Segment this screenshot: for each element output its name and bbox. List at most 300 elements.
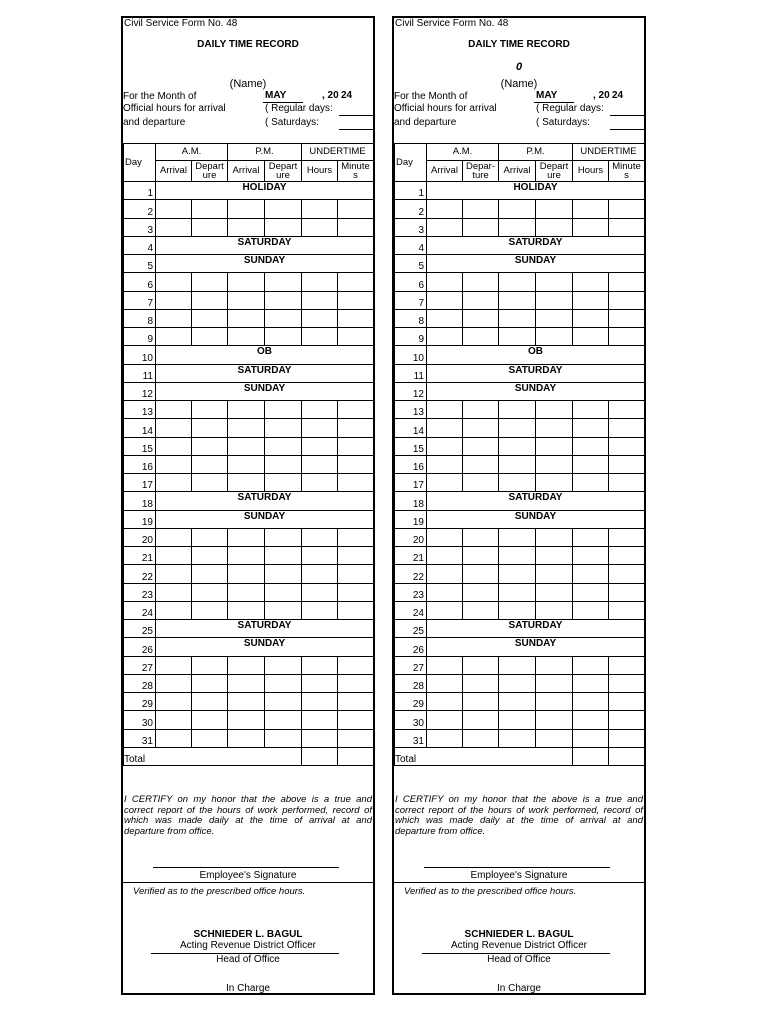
time-cell[interactable] — [192, 601, 228, 619]
time-cell[interactable] — [302, 674, 338, 692]
total-minutes-cell[interactable] — [609, 747, 645, 765]
time-cell[interactable] — [338, 401, 374, 419]
time-cell[interactable] — [338, 583, 374, 601]
time-cell[interactable] — [499, 547, 536, 565]
time-cell[interactable] — [228, 200, 265, 218]
time-cell[interactable] — [536, 656, 573, 674]
time-cell[interactable] — [265, 674, 302, 692]
time-cell[interactable] — [265, 328, 302, 346]
time-cell[interactable] — [573, 656, 609, 674]
time-cell[interactable] — [609, 273, 645, 291]
time-cell[interactable] — [463, 401, 499, 419]
day-note: SATURDAY — [427, 492, 645, 510]
verified-text: Verified as to the prescribed office hours. — [133, 886, 306, 897]
time-cell[interactable] — [265, 401, 302, 419]
time-cell[interactable] — [192, 711, 228, 729]
time-cell[interactable] — [192, 218, 228, 236]
time-cell[interactable] — [499, 328, 536, 346]
time-cell[interactable] — [192, 200, 228, 218]
day-row — [124, 729, 374, 747]
time-cell[interactable] — [192, 565, 228, 583]
day-row — [124, 382, 374, 400]
year-value: 24 — [612, 90, 624, 101]
time-cell[interactable] — [573, 273, 609, 291]
time-cell[interactable] — [228, 693, 265, 711]
time-cell[interactable] — [609, 674, 645, 692]
time-cell[interactable] — [463, 273, 499, 291]
time-cell[interactable] — [228, 601, 265, 619]
time-cell[interactable] — [228, 401, 265, 419]
time-cell[interactable] — [463, 218, 499, 236]
time-cell[interactable] — [338, 455, 374, 473]
time-cell[interactable] — [265, 528, 302, 546]
time-cell[interactable] — [609, 547, 645, 565]
day-number: 8 — [395, 309, 427, 327]
time-cell[interactable] — [609, 309, 645, 327]
time-cell[interactable] — [156, 583, 192, 601]
time-cell[interactable] — [156, 474, 192, 492]
time-cell[interactable] — [427, 565, 463, 583]
time-cell[interactable] — [302, 291, 338, 309]
time-cell[interactable] — [156, 200, 192, 218]
time-cell[interactable] — [156, 291, 192, 309]
time-cell[interactable] — [265, 474, 302, 492]
pm-arrival-header: Arrival — [228, 161, 265, 182]
time-cell[interactable] — [463, 656, 499, 674]
day-number: 19 — [395, 510, 427, 528]
time-cell[interactable] — [609, 693, 645, 711]
dtr-card-left — [121, 16, 375, 995]
day-number: 23 — [124, 583, 156, 601]
time-cell[interactable] — [573, 437, 609, 455]
time-cell[interactable] — [265, 693, 302, 711]
time-cell[interactable] — [338, 218, 374, 236]
time-cell[interactable] — [228, 309, 265, 327]
time-cell[interactable] — [609, 419, 645, 437]
time-cell[interactable] — [156, 711, 192, 729]
time-cell[interactable] — [192, 455, 228, 473]
time-cell[interactable] — [573, 419, 609, 437]
time-cell[interactable] — [302, 419, 338, 437]
time-cell[interactable] — [156, 419, 192, 437]
time-cell[interactable] — [302, 437, 338, 455]
time-cell[interactable] — [192, 547, 228, 565]
time-cell[interactable] — [499, 711, 536, 729]
time-cell[interactable] — [156, 547, 192, 565]
time-cell[interactable] — [463, 455, 499, 473]
time-cell[interactable] — [499, 291, 536, 309]
time-cell[interactable] — [427, 474, 463, 492]
day-number: 24 — [395, 601, 427, 619]
time-cell[interactable] — [573, 693, 609, 711]
time-cell[interactable] — [338, 273, 374, 291]
time-cell[interactable] — [427, 547, 463, 565]
time-cell[interactable] — [463, 583, 499, 601]
total-minutes-cell[interactable] — [338, 747, 374, 765]
time-cell[interactable] — [302, 711, 338, 729]
time-cell[interactable] — [499, 273, 536, 291]
time-cell[interactable] — [302, 309, 338, 327]
time-cell[interactable] — [228, 711, 265, 729]
time-cell[interactable] — [536, 273, 573, 291]
time-cell[interactable] — [265, 437, 302, 455]
time-cell[interactable] — [192, 291, 228, 309]
time-cell[interactable] — [427, 200, 463, 218]
time-cell[interactable] — [192, 309, 228, 327]
time-cell[interactable] — [536, 291, 573, 309]
time-cell[interactable] — [338, 291, 374, 309]
day-row — [124, 547, 374, 565]
time-cell[interactable] — [156, 528, 192, 546]
time-cell[interactable] — [573, 729, 609, 747]
time-cell[interactable] — [536, 328, 573, 346]
time-cell[interactable] — [338, 419, 374, 437]
time-cell[interactable] — [156, 693, 192, 711]
time-cell[interactable] — [156, 273, 192, 291]
time-cell[interactable] — [609, 583, 645, 601]
time-cell[interactable] — [609, 200, 645, 218]
time-cell[interactable] — [427, 674, 463, 692]
time-cell[interactable] — [192, 583, 228, 601]
time-cell[interactable] — [302, 583, 338, 601]
time-cell[interactable] — [265, 218, 302, 236]
time-cell[interactable] — [573, 200, 609, 218]
time-cell[interactable] — [463, 601, 499, 619]
time-cell[interactable] — [609, 656, 645, 674]
day-row — [124, 565, 374, 583]
time-cell[interactable] — [609, 729, 645, 747]
time-cell[interactable] — [228, 674, 265, 692]
time-cell[interactable] — [265, 583, 302, 601]
day-row — [124, 291, 374, 309]
time-cell[interactable] — [536, 547, 573, 565]
officer-name: SCHNIEDER L. BAGUL — [464, 929, 574, 940]
time-cell[interactable] — [265, 729, 302, 747]
am-header: A.M. — [156, 144, 228, 161]
time-cell[interactable] — [228, 547, 265, 565]
time-cell[interactable] — [338, 693, 374, 711]
officer-name: SCHNIEDER L. BAGUL — [193, 929, 303, 940]
time-cell[interactable] — [463, 547, 499, 565]
time-cell[interactable] — [427, 711, 463, 729]
time-cell[interactable] — [499, 309, 536, 327]
time-cell[interactable] — [536, 583, 573, 601]
day-note: SUNDAY — [427, 255, 645, 273]
time-cell[interactable] — [156, 437, 192, 455]
time-cell[interactable] — [265, 547, 302, 565]
time-cell[interactable] — [536, 474, 573, 492]
day-number: 23 — [395, 583, 427, 601]
time-cell[interactable] — [427, 273, 463, 291]
time-cell[interactable] — [499, 583, 536, 601]
time-cell[interactable] — [463, 437, 499, 455]
time-cell[interactable] — [302, 528, 338, 546]
time-cell[interactable] — [609, 711, 645, 729]
time-cell[interactable] — [228, 328, 265, 346]
day-row — [395, 364, 645, 382]
time-cell[interactable] — [427, 291, 463, 309]
time-cell[interactable] — [536, 711, 573, 729]
time-cell[interactable] — [499, 693, 536, 711]
time-cell[interactable] — [302, 401, 338, 419]
time-cell[interactable] — [536, 218, 573, 236]
time-cell[interactable] — [609, 601, 645, 619]
time-cell[interactable] — [302, 218, 338, 236]
time-cell[interactable] — [427, 583, 463, 601]
time-cell[interactable] — [463, 291, 499, 309]
employee-signature-label: Employee's Signature — [199, 870, 297, 881]
day-number: 21 — [395, 547, 427, 565]
time-cell[interactable] — [427, 528, 463, 546]
time-cell[interactable] — [302, 328, 338, 346]
time-cell[interactable] — [192, 674, 228, 692]
time-cell[interactable] — [192, 474, 228, 492]
time-cell[interactable] — [338, 328, 374, 346]
time-cell[interactable] — [536, 601, 573, 619]
time-cell[interactable] — [156, 674, 192, 692]
time-cell[interactable] — [499, 455, 536, 473]
time-cell[interactable] — [573, 583, 609, 601]
time-cell[interactable] — [536, 674, 573, 692]
time-cell[interactable] — [338, 528, 374, 546]
time-cell[interactable] — [265, 711, 302, 729]
time-cell[interactable] — [463, 419, 499, 437]
time-cell[interactable] — [192, 693, 228, 711]
time-cell[interactable] — [573, 474, 609, 492]
time-cell[interactable] — [536, 419, 573, 437]
departure-label: and departure — [123, 117, 186, 128]
time-cell[interactable] — [573, 528, 609, 546]
time-cell[interactable] — [192, 273, 228, 291]
day-row — [124, 528, 374, 546]
day-row — [395, 401, 645, 419]
time-cell[interactable] — [228, 729, 265, 747]
time-cell[interactable] — [302, 455, 338, 473]
time-cell[interactable] — [427, 455, 463, 473]
time-cell[interactable] — [609, 437, 645, 455]
time-cell[interactable] — [228, 455, 265, 473]
time-cell[interactable] — [463, 729, 499, 747]
time-cell[interactable] — [228, 528, 265, 546]
day-number: 31 — [395, 729, 427, 747]
time-cell[interactable] — [338, 200, 374, 218]
time-cell[interactable] — [156, 401, 192, 419]
time-cell[interactable] — [338, 474, 374, 492]
time-cell[interactable] — [156, 455, 192, 473]
time-cell[interactable] — [192, 437, 228, 455]
form-title: DAILY TIME RECORD — [197, 39, 299, 50]
time-cell[interactable] — [573, 309, 609, 327]
time-cell[interactable] — [573, 455, 609, 473]
time-cell[interactable] — [192, 528, 228, 546]
time-cell[interactable] — [499, 437, 536, 455]
time-cell[interactable] — [573, 674, 609, 692]
time-cell[interactable] — [338, 711, 374, 729]
time-cell[interactable] — [338, 729, 374, 747]
time-cell[interactable] — [573, 565, 609, 583]
time-cell[interactable] — [427, 328, 463, 346]
time-cell[interactable] — [536, 565, 573, 583]
time-cell[interactable] — [338, 656, 374, 674]
total-hours-cell[interactable] — [302, 747, 338, 765]
officer-position: Acting Revenue District Officer — [180, 940, 316, 951]
time-cell[interactable] — [192, 656, 228, 674]
day-note: SUNDAY — [156, 382, 374, 400]
total-row — [124, 747, 374, 765]
time-cell[interactable] — [265, 309, 302, 327]
undertime-header: UNDERTIME — [573, 144, 645, 161]
day-number: 12 — [395, 382, 427, 400]
time-cell[interactable] — [536, 528, 573, 546]
time-cell[interactable] — [427, 401, 463, 419]
time-cell[interactable] — [338, 437, 374, 455]
time-cell[interactable] — [302, 200, 338, 218]
time-cell[interactable] — [265, 565, 302, 583]
day-row — [124, 601, 374, 619]
time-cell[interactable] — [609, 291, 645, 309]
time-cell[interactable] — [265, 419, 302, 437]
time-cell[interactable] — [192, 328, 228, 346]
time-cell[interactable] — [302, 656, 338, 674]
time-cell[interactable] — [573, 328, 609, 346]
time-cell[interactable] — [228, 474, 265, 492]
certification-text: I CERTIFY on my honor that the above is a true and correct report of the hours of work performed, record of which was made daily at the time of arrival at and departure from office. — [395, 794, 643, 837]
time-cell[interactable] — [463, 565, 499, 583]
time-cell[interactable] — [463, 693, 499, 711]
time-cell[interactable] — [427, 601, 463, 619]
time-cell[interactable] — [156, 309, 192, 327]
total-hours-cell[interactable] — [573, 747, 609, 765]
time-cell[interactable] — [265, 200, 302, 218]
day-row — [124, 638, 374, 656]
time-cell[interactable] — [427, 656, 463, 674]
day-number: 4 — [395, 236, 427, 254]
time-cell[interactable] — [228, 273, 265, 291]
time-cell[interactable] — [156, 328, 192, 346]
time-cell[interactable] — [536, 693, 573, 711]
time-cell[interactable] — [573, 711, 609, 729]
time-cell[interactable] — [156, 729, 192, 747]
day-row — [124, 437, 374, 455]
time-cell[interactable] — [499, 656, 536, 674]
time-cell[interactable] — [228, 565, 265, 583]
am-header: A.M. — [427, 144, 499, 161]
day-row — [124, 255, 374, 273]
time-cell[interactable] — [499, 401, 536, 419]
time-cell[interactable] — [192, 419, 228, 437]
time-cell[interactable] — [302, 729, 338, 747]
time-cell[interactable] — [228, 583, 265, 601]
time-cell[interactable] — [499, 601, 536, 619]
time-cell[interactable] — [302, 693, 338, 711]
time-cell[interactable] — [463, 309, 499, 327]
time-cell[interactable] — [609, 474, 645, 492]
time-cell[interactable] — [338, 565, 374, 583]
time-cell[interactable] — [573, 401, 609, 419]
time-cell[interactable] — [302, 565, 338, 583]
time-cell[interactable] — [338, 601, 374, 619]
day-note: SATURDAY — [156, 620, 374, 638]
time-cell[interactable] — [499, 729, 536, 747]
time-cell[interactable] — [463, 474, 499, 492]
time-cell[interactable] — [499, 419, 536, 437]
time-cell[interactable] — [573, 601, 609, 619]
time-cell[interactable] — [338, 674, 374, 692]
time-cell[interactable] — [609, 528, 645, 546]
time-cell[interactable] — [156, 656, 192, 674]
day-number: 10 — [124, 346, 156, 364]
time-cell[interactable] — [302, 273, 338, 291]
time-cell[interactable] — [228, 656, 265, 674]
time-cell[interactable] — [536, 437, 573, 455]
time-cell[interactable] — [609, 455, 645, 473]
time-cell[interactable] — [609, 328, 645, 346]
time-cell[interactable] — [156, 601, 192, 619]
time-cell[interactable] — [302, 547, 338, 565]
time-cell[interactable] — [265, 601, 302, 619]
time-cell[interactable] — [609, 218, 645, 236]
time-cell[interactable] — [463, 674, 499, 692]
time-cell[interactable] — [427, 419, 463, 437]
time-cell[interactable] — [338, 309, 374, 327]
signature-line — [153, 867, 339, 868]
time-cell[interactable] — [427, 437, 463, 455]
time-cell[interactable] — [265, 273, 302, 291]
time-cell[interactable] — [338, 547, 374, 565]
time-cell[interactable] — [265, 656, 302, 674]
time-cell[interactable] — [156, 218, 192, 236]
day-number: 3 — [124, 218, 156, 236]
time-cell[interactable] — [265, 455, 302, 473]
time-cell[interactable] — [192, 729, 228, 747]
time-cell[interactable] — [573, 218, 609, 236]
time-cell[interactable] — [499, 674, 536, 692]
time-cell[interactable] — [156, 565, 192, 583]
time-cell[interactable] — [463, 711, 499, 729]
time-cell[interactable] — [192, 401, 228, 419]
time-cell[interactable] — [302, 601, 338, 619]
time-cell[interactable] — [536, 729, 573, 747]
time-cell[interactable] — [427, 218, 463, 236]
time-cell[interactable] — [573, 291, 609, 309]
time-cell[interactable] — [463, 528, 499, 546]
time-cell[interactable] — [536, 401, 573, 419]
time-cell[interactable] — [463, 200, 499, 218]
time-cell[interactable] — [499, 565, 536, 583]
time-cell[interactable] — [302, 474, 338, 492]
time-cell[interactable] — [536, 200, 573, 218]
time-cell[interactable] — [536, 309, 573, 327]
time-cell[interactable] — [228, 291, 265, 309]
time-cell[interactable] — [427, 729, 463, 747]
time-cell[interactable] — [228, 218, 265, 236]
time-cell[interactable] — [499, 200, 536, 218]
time-cell[interactable] — [463, 328, 499, 346]
time-cell[interactable] — [228, 437, 265, 455]
day-row — [124, 309, 374, 327]
time-cell[interactable] — [499, 528, 536, 546]
time-cell[interactable] — [609, 565, 645, 583]
time-cell[interactable] — [499, 474, 536, 492]
time-cell[interactable] — [499, 218, 536, 236]
time-cell[interactable] — [427, 309, 463, 327]
time-cell[interactable] — [573, 547, 609, 565]
time-cell[interactable] — [609, 401, 645, 419]
time-cell[interactable] — [427, 693, 463, 711]
time-cell[interactable] — [265, 291, 302, 309]
time-cell[interactable] — [536, 455, 573, 473]
time-cell[interactable] — [228, 419, 265, 437]
